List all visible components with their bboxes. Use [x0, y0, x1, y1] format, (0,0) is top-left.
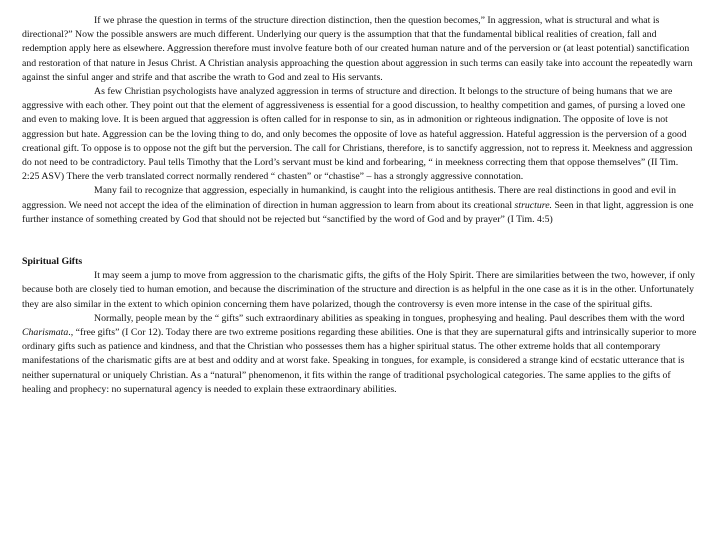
document-page	[22, 14, 698, 397]
paragraph-charismatic-gifts	[22, 269, 698, 312]
emphasis-structure: structure.	[514, 199, 552, 211]
paragraph-text: As few Christian psychologists have analyzed aggression in terms of structure and direction. It belongs to the structure of being humans that we are aggressive with each other. They point out that the element of aggressiveness is essential for a good discussion, to healthy competition and games, of pursing a loved one and even to making love. It is been argued that aggression is often called for in response to sin, as in admonition or righteous indignation. The opposite of love is not aggression but hate. Aggression can be the loving thing to do, and only becomes the opposite of love as hateful aggression. Hateful aggression is the perversion of a good creational gift. To oppose is to oppose not the gift but the perversion. The call for Christians, therefore, is to sanctify aggression, not to repress it. Meekness and aggression do not need to be contradictory. Paul tells Timothy that the Lord’s servant must be kind and forbearing, “ in meekness correcting them that oppose themselves” (II Tim. 2:25 ASV) There the verb translated correct normally rendered “ chasten” or “chastise” – has a strongly aggressive connotation.	[22, 86, 693, 183]
paragraph-structure-direction	[22, 14, 698, 85]
paragraph-text: ., “free gifts” (I Cor 12). Today there are two extreme positions regarding these abilities. One is that they are supernatural gifts and intrinsically superior to more ordinary gifts such as patience and kindness, and that the Christian who possesses them has a higher spiritual status. The other extreme holds that all contemporary manifestations of the charismatic gifts are at best and oddity and at worst fake. Speaking in tongues, for example, is considered a strange kind of ecstatic utterance that is neither supernatural or uniquely Christian. As a “natural” phenomenon, it fits within the range of traditional psychological categories. The same applies to the gifts of healing and prophecy: no supernatural agency is needed to explain these extraordinary abilities.	[22, 327, 697, 395]
paragraph-charismata	[22, 312, 698, 397]
paragraph-text: It may seem a jump to move from aggression to the charismatic gifts, the gifts of the Holy Spirit. There are similarities between the two, however, if only because both are closely tied to human emotion, and because the discrimination of the structure and direction is as helpful in the one case as it is in the other. Unfortunately they are also similar in the extent to which opinion concerning them have polarized, though the controversy is even more intense in the case of the spiritual gifts.	[22, 270, 695, 310]
paragraph-text: Many fail to recognize that aggression, especially in humankind, is caught into the religious antithesis. There are real distinctions in good and evil in aggression. We need not accept the idea of the elimination of direction in human aggression to learn from about its creational	[22, 185, 677, 211]
paragraph-text: If we phrase the question in terms of the structure direction distinction, then the question becomes,” In aggression, what is structural and what is directional?” Now the possible answers are much different. Underlying our query is the assumption that that the fundamental biblical realities of creation, fall and redemption apply here as elsewhere. Aggression therefore must involve feature both of our created human nature and of the perversion or (at least potential) sanctification and restoration of that nature in Jesus Christ. A Christian analysis approaching the question about aggression in such terms can easily take into account the repeatedly warn against the sinful anger and strife and that ascribe the wrath to God and zeal to His servants.	[22, 15, 693, 83]
section-heading-spiritual-gifts: Spiritual Gifts	[22, 256, 83, 268]
paragraph-religious-antithesis	[22, 184, 698, 227]
paragraph-text: Normally, people mean by the “ gifts” such extraordinary abilities as speaking in tongues, prophesying and healing. Paul describes them with the word	[94, 312, 685, 324]
paragraph-text: Seen in that light, aggression is one further instance of something created by God that should not be rejected but “sanctified by the word of God and by prayer” (I Tim. 4:5)	[22, 199, 694, 225]
emphasis-charismata: Charismata	[22, 327, 69, 339]
section-gap	[22, 227, 698, 255]
paragraph-christian-psychologists	[22, 85, 698, 184]
